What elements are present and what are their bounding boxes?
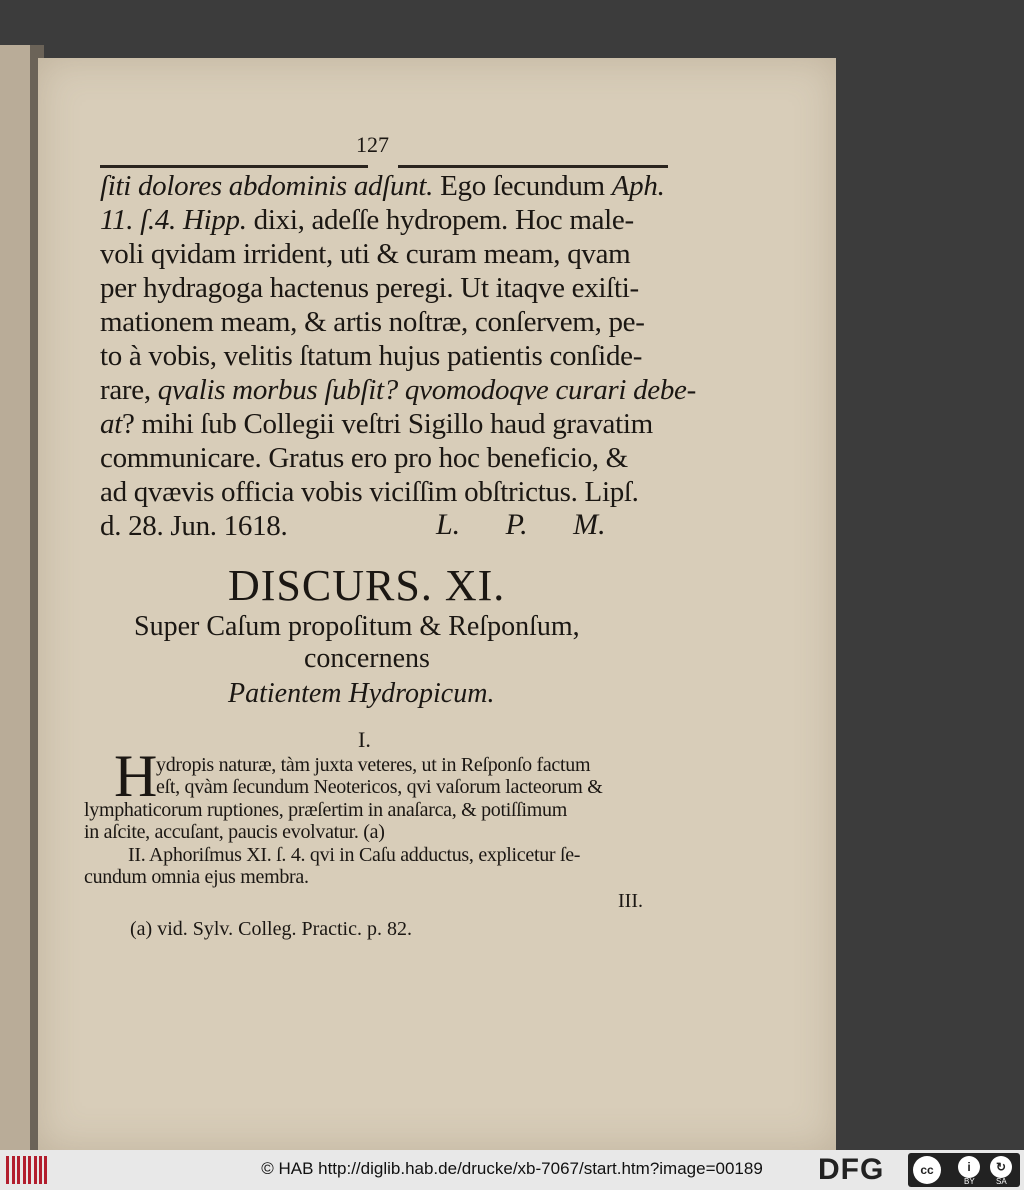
body-line: ad qvævis officia vobis viciſſim obſtrictus. Lipſ. [100, 476, 639, 508]
page-number: 127 [356, 132, 389, 157]
scanned-page [38, 58, 836, 1150]
cc-sa-label: SA [996, 1177, 1007, 1186]
section-heading: DISCURS. XI. [228, 561, 506, 610]
body-line: communicare. Gratus ero pro hoc beneficio, & [100, 442, 628, 474]
subheading: concernens [304, 643, 430, 674]
section-numeral: I. [358, 727, 371, 752]
cc-by-label: BY [964, 1177, 975, 1186]
attribution-icon: i [958, 1156, 980, 1178]
cc-license-badge[interactable] [908, 1153, 1020, 1187]
drop-capital: H [114, 743, 158, 809]
body-line: at? mihi ſub Collegii veſtri Sigillo haud gravatim [100, 408, 653, 440]
paragraph-line: cundum omnia ejus membra. [84, 866, 309, 888]
header-rule [100, 165, 368, 168]
paragraph-line: II. Aphoriſmus XI. ſ. 4. qvi in Caſu adductus, explicetur ſe- [128, 844, 581, 866]
body-line: 11. ſ.4. Hipp. dixi, adeſſe hydropem. Hoc male- [100, 204, 634, 236]
body-line: rare, qvalis morbus ſubſit? qvomodoqve curari debe- [100, 374, 696, 406]
paragraph-line: eſt, qvàm ſecundum Neotericos, qvi vaſorum lacteorum & [156, 776, 603, 798]
subheading: Super Caſum propoſitum & Reſponſum, [134, 611, 580, 642]
body-line: to à vobis, velitis ſtatum hujus patientis conſide- [100, 340, 643, 372]
body-line: mationem meam, & artis noſtræ, conſervem, pe- [100, 306, 645, 338]
footer-bar [0, 1150, 1024, 1190]
body-line: ſiti dolores abdominis adſunt. Ego ſecundum Aph. [100, 170, 665, 202]
body-line: voli qvidam irrident, uti & curam meam, qvam [100, 238, 631, 270]
cc-icon: cc [913, 1156, 941, 1184]
paragraph-line: lymphaticorum ruptiones, præſertim in anaſarca, & potiſſimum [84, 799, 568, 821]
footnote: (a) vid. Sylv. Colleg. Practic. p. 82. [130, 918, 412, 940]
subheading: Patientem Hydropicum. [228, 678, 495, 709]
share-alike-icon: ↻ [990, 1156, 1012, 1178]
body-line: d. 28. Jun. 1618. [100, 510, 288, 542]
signature-initials: L. P. M. [436, 508, 606, 541]
paragraph-line: ydropis naturæ, tàm juxta veteres, ut in Reſponſo factum [156, 754, 591, 776]
dfg-logo[interactable]: DFG [818, 1153, 885, 1186]
citation-link[interactable]: © HAB http://diglib.hab.de/drucke/xb-7067/start.htm?image=00189 [261, 1159, 763, 1178]
body-line: per hydragoga hactenus peregi. Ut itaqve exiſti- [100, 272, 639, 304]
header-rule [398, 165, 668, 168]
catchword: III. [618, 890, 643, 912]
paragraph-line: in aſcite, accuſant, paucis evolvatur. (a) [84, 821, 385, 843]
